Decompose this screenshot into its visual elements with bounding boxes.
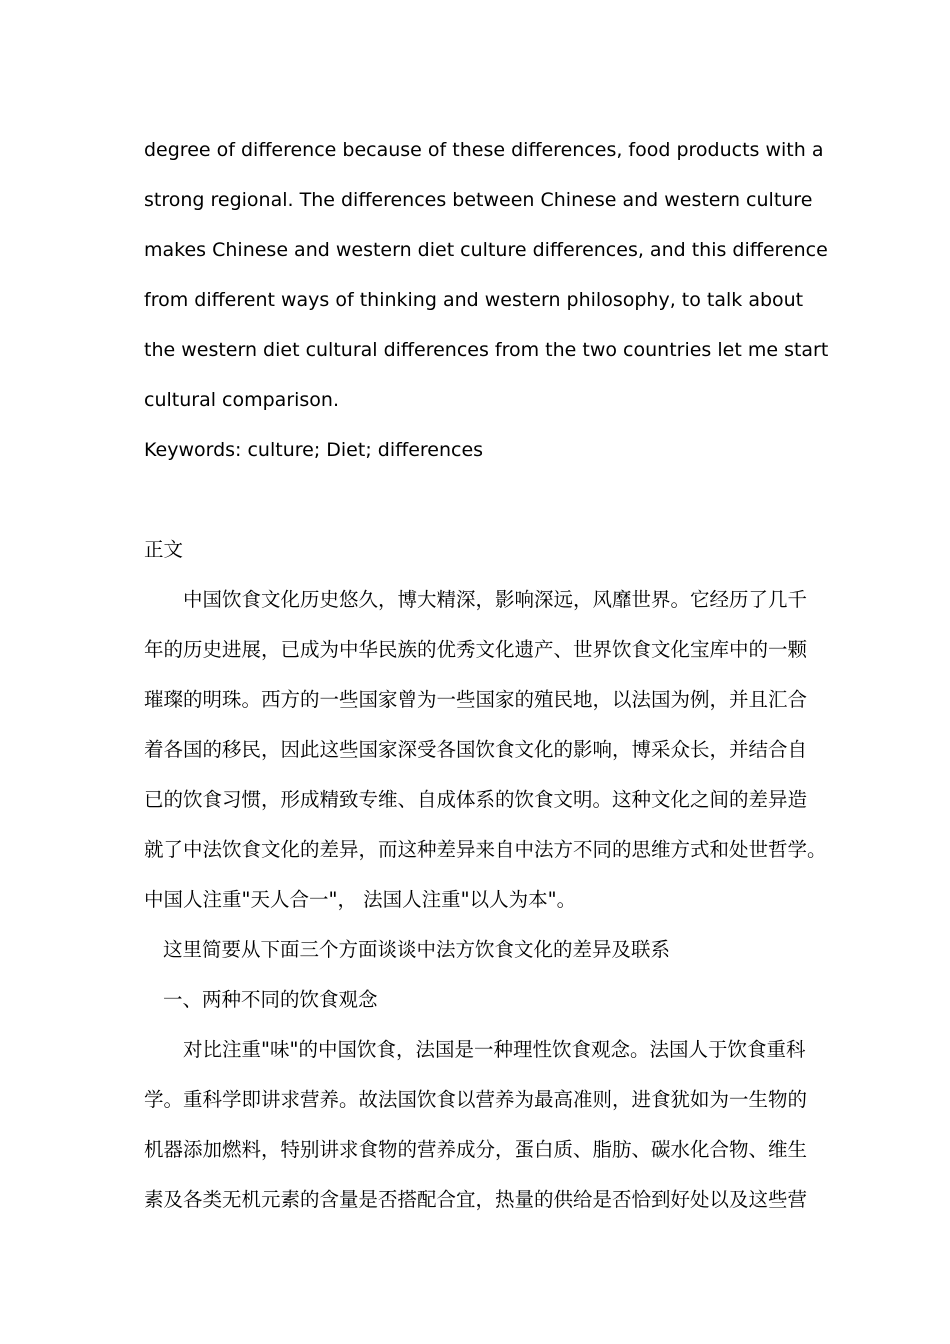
paragraph-line: 已的饮食习惯，形成精致专维、自成体系的饮食文明。这种文化之间的差异造 bbox=[144, 788, 808, 811]
abstract-line: the western diet cultural differences from the two countries let me start bbox=[144, 339, 829, 361]
keywords: Keywords: culture; Diet; differences bbox=[144, 439, 484, 461]
section-heading: 正文 bbox=[144, 538, 184, 561]
paragraph-line: 对比注重"味"的中国饮食，法国是一种理性饮食观念。法国人于饮食重科 bbox=[183, 1038, 806, 1061]
paragraph-line: 璀璨的明珠。西方的一些国家曾为一些国家的殖民地，以法国为例，并且汇合 bbox=[144, 688, 808, 711]
paragraph-line: 学。重科学即讲求营养。故法国饮食以营养为最高准则，进食犹如为一生物的 bbox=[144, 1088, 808, 1111]
abstract-line: strong regional. The differences between Chinese and western culture bbox=[144, 189, 813, 211]
paragraph-line: 中国饮食文化历史悠久，博大精深，影响深远，风靡世界。它经历了几千 bbox=[183, 588, 808, 611]
paragraph-line: 年的历史进展，已成为中华民族的优秀文化遗产、世界饮食文化宝库中的一颗 bbox=[144, 638, 808, 661]
subsection-title: 一、两种不同的饮食观念 bbox=[163, 988, 378, 1011]
abstract-line: cultural comparison. bbox=[144, 389, 340, 411]
paragraph-line: 着各国的移民，因此这些国家深受各国饮食文化的影响，博采众长，并结合自 bbox=[144, 738, 808, 761]
intro-line: 这里简要从下面三个方面谈谈中法方饮食文化的差异及联系 bbox=[163, 938, 671, 961]
spacer bbox=[144, 475, 814, 525]
paragraph-line: 就了中法饮食文化的差异，而这种差异来自中法方不同的思维方式和处世哲学。 bbox=[144, 838, 827, 861]
abstract-line: makes Chinese and western diet culture differences, and this difference bbox=[144, 239, 828, 261]
paragraph-line: 中国人注重"天人合一"， 法国人注重"以人为本"。 bbox=[144, 888, 577, 911]
page-content bbox=[144, 125, 829, 1225]
abstract-line: degree of difference because of these differences, food products with a bbox=[144, 139, 824, 161]
abstract-line: from different ways of thinking and western philosophy, to talk about bbox=[144, 289, 804, 311]
paragraph-line: 素及各类无机元素的含量是否搭配合宜，热量的供给是否恰到好处以及这些营 bbox=[144, 1188, 808, 1211]
paragraph-line: 机器添加燃料，特别讲求食物的营养成分，蛋白质、脂肪、碳水化合物、维生 bbox=[144, 1138, 808, 1161]
